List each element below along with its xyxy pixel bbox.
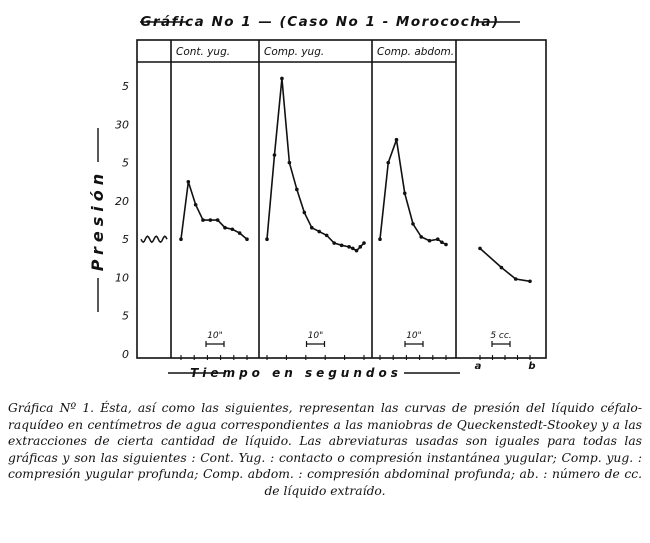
series-lines xyxy=(141,46,536,372)
series-line xyxy=(380,140,446,245)
data-point xyxy=(265,237,269,241)
y-tick-label: 5 xyxy=(122,80,129,94)
data-point xyxy=(403,191,407,195)
data-point xyxy=(280,77,284,81)
scale-label: 5 cc. xyxy=(490,331,512,341)
y-tick-label: 5 xyxy=(122,233,129,247)
chart-title: Gráfica No 1 — (Caso No 1 - Morococha) xyxy=(140,14,500,30)
data-point xyxy=(295,188,299,192)
data-point xyxy=(238,231,242,235)
data-point xyxy=(428,239,432,243)
data-point xyxy=(245,237,249,241)
data-point xyxy=(358,245,362,249)
data-point xyxy=(351,247,355,251)
series-line xyxy=(181,182,247,239)
data-point xyxy=(440,240,444,244)
data-point xyxy=(340,244,344,248)
y-tick-label: 5 xyxy=(122,309,129,323)
series-line xyxy=(141,236,167,242)
data-point xyxy=(209,218,213,222)
panel-1 xyxy=(176,46,249,360)
data-point xyxy=(355,249,359,253)
y-tick-label: 5 xyxy=(122,156,129,170)
data-point xyxy=(395,138,399,142)
data-point xyxy=(216,218,220,222)
panel-4 xyxy=(475,247,536,372)
series-line xyxy=(267,78,364,250)
chart-frame xyxy=(98,22,546,373)
data-point xyxy=(444,243,448,247)
plot-border xyxy=(137,40,546,358)
data-point xyxy=(310,226,314,230)
data-point xyxy=(231,227,235,231)
data-point xyxy=(325,234,329,238)
y-tick-label: 30 xyxy=(115,118,129,132)
panel-0 xyxy=(141,236,167,242)
data-point xyxy=(273,153,277,157)
data-point xyxy=(332,241,336,245)
panel-label: Comp. yug. xyxy=(264,46,325,58)
data-point xyxy=(500,266,504,270)
panel-2 xyxy=(264,46,366,360)
data-point xyxy=(317,230,321,234)
data-point xyxy=(362,241,366,245)
y-tick-label: 10 xyxy=(115,271,129,285)
y-tick-label: 0 xyxy=(122,348,129,361)
data-point xyxy=(223,226,227,230)
data-point xyxy=(514,277,518,281)
data-point xyxy=(347,245,351,249)
figure-caption: Gráfica Nº 1. Ésta, así como las siguientes, representan las curvas de presión del líquido céfalo-raquídeo en centímetros de agua correspondientes a las maniobras de Queckenstedt-Stookey y a las extracciones de cierta cantidad de líquido. Las abreviaturas usadas son iguales para todas las gráficas y son las siguientes : Cont. Yug. : contacto o compresión instantánea yugular; Comp. yug. : compresión yugular profunda; Comp. abdom. : compresión abdominal profunda; ab. : número de cc. de líquido extraído. xyxy=(8,401,642,498)
data-point xyxy=(528,279,532,283)
data-point xyxy=(201,218,205,222)
data-point xyxy=(411,222,415,226)
data-point xyxy=(378,237,382,241)
data-point xyxy=(436,237,440,241)
x-tick-label: b xyxy=(528,361,536,372)
panel-3 xyxy=(377,46,454,360)
scale-label: 10" xyxy=(406,331,422,341)
scale-label: 10" xyxy=(207,331,223,341)
panel-label: Cont. yug. xyxy=(176,46,231,58)
data-point xyxy=(386,161,390,165)
scale-label: 10" xyxy=(307,331,324,341)
y-axis-label: Presión xyxy=(88,168,107,272)
series-line xyxy=(480,248,530,281)
data-point xyxy=(419,235,423,239)
data-point xyxy=(187,180,191,184)
data-point xyxy=(478,247,482,251)
data-point xyxy=(179,237,183,241)
data-point xyxy=(288,161,292,165)
y-tick-label: 20 xyxy=(115,194,129,208)
y-tick-labels xyxy=(115,80,129,361)
x-axis-label: Tiempo en segundos xyxy=(190,366,402,380)
data-point xyxy=(194,203,198,207)
panel-label: Comp. abdom. xyxy=(377,46,455,58)
data-point xyxy=(303,211,307,215)
x-tick-label: a xyxy=(474,361,482,372)
